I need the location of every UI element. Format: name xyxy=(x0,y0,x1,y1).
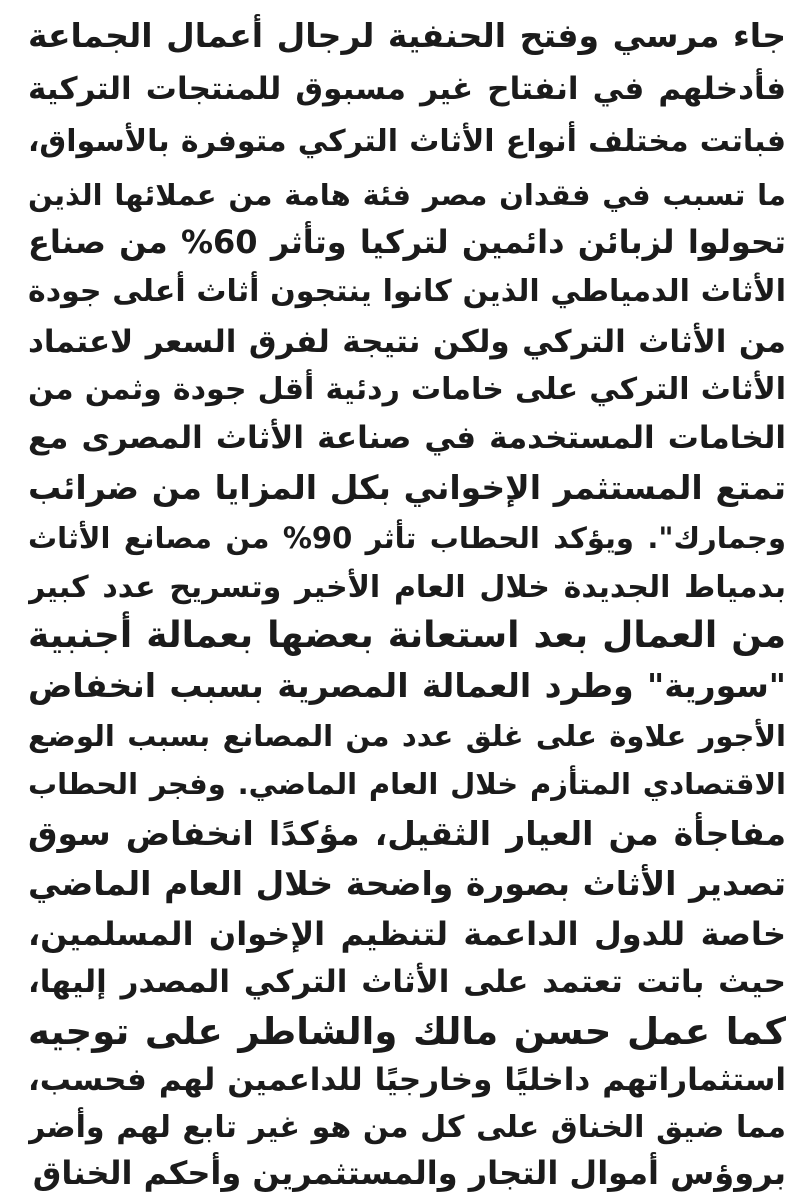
article-line: الأثاث التركي على خامات ردئية أقل جودة وثمن من xyxy=(28,372,786,407)
article-line: تحولوا لزبائن دائمين لتركيا وتأثر 60% من صناع xyxy=(28,223,786,261)
article-line: تصدير الأثاث بصورة واضحة خلال العام الماضي xyxy=(28,864,786,903)
article-line: الخامات المستخدمة في صناعة الأثاث المصرى مع xyxy=(28,420,786,456)
article-line: الأثاث الدمياطي الذين كانوا ينتجون أثاث أعلى جودة xyxy=(28,274,786,309)
article-line: من العمال بعد استعانة بعضها بعمالة أجنبية xyxy=(28,615,786,656)
article-line: بدمياط الجديدة خلال العام الأخير وتسريح عدد كبير xyxy=(28,570,786,605)
article-line: فأدخلهم في انفتاح غير مسبوق للمنتجات التركية xyxy=(28,71,786,107)
article-line: وجمارك". ويؤكد الحطاب تأثر 90% من مصانع الأثاث xyxy=(28,521,786,555)
article-line: بروؤس أموال التجار والمستثمرين وأحكم الخناق xyxy=(32,1154,786,1192)
article-line: مما ضيق الخناق على كل من هو غير تابع لهم وأضر xyxy=(28,1110,786,1145)
article-line: استثماراتهم داخليًا وخارجيًا للداعمين لهم فحسب، xyxy=(28,1062,786,1098)
article-line: الاقتصادي المتأزم خلال العام الماضي. وفجر الحطاب xyxy=(28,767,786,801)
article-line: فباتت مختلف أنواع الأثاث التركي متوفرة بالأسواق، xyxy=(28,124,786,159)
article-line: تمتع المستثمر الإخواني بكل المزايا من ضرائب xyxy=(28,468,786,507)
article-line: مفاجأة من العيار الثقيل، مؤكدًا انخفاض سوق xyxy=(28,814,786,853)
article-line: خاصة للدول الداعمة لتنظيم الإخوان المسلمين، xyxy=(28,915,786,953)
article-line: حيث باتت تعتمد على الأثاث التركي المصدر إليها، xyxy=(28,964,786,1000)
article-line: الأجور علاوة على غلق عدد من المصانع بسبب الوضع xyxy=(28,719,786,753)
article-line: ما تسبب في فقدان مصر فئة هامة من عملائها الذين xyxy=(28,178,786,212)
article-line: كما عمل حسن مالك والشاطر على توجيه xyxy=(28,1010,786,1053)
article-line: من الأثاث التركي ولكن نتيجة لفرق السعر لاعتماد xyxy=(28,324,786,360)
article-line: "سورية" وطرد العمالة المصرية بسبب انخفاض xyxy=(28,666,786,705)
article-line: جاء مرسي وفتح الحنفية لرجال أعمال الجماعة xyxy=(28,16,786,55)
